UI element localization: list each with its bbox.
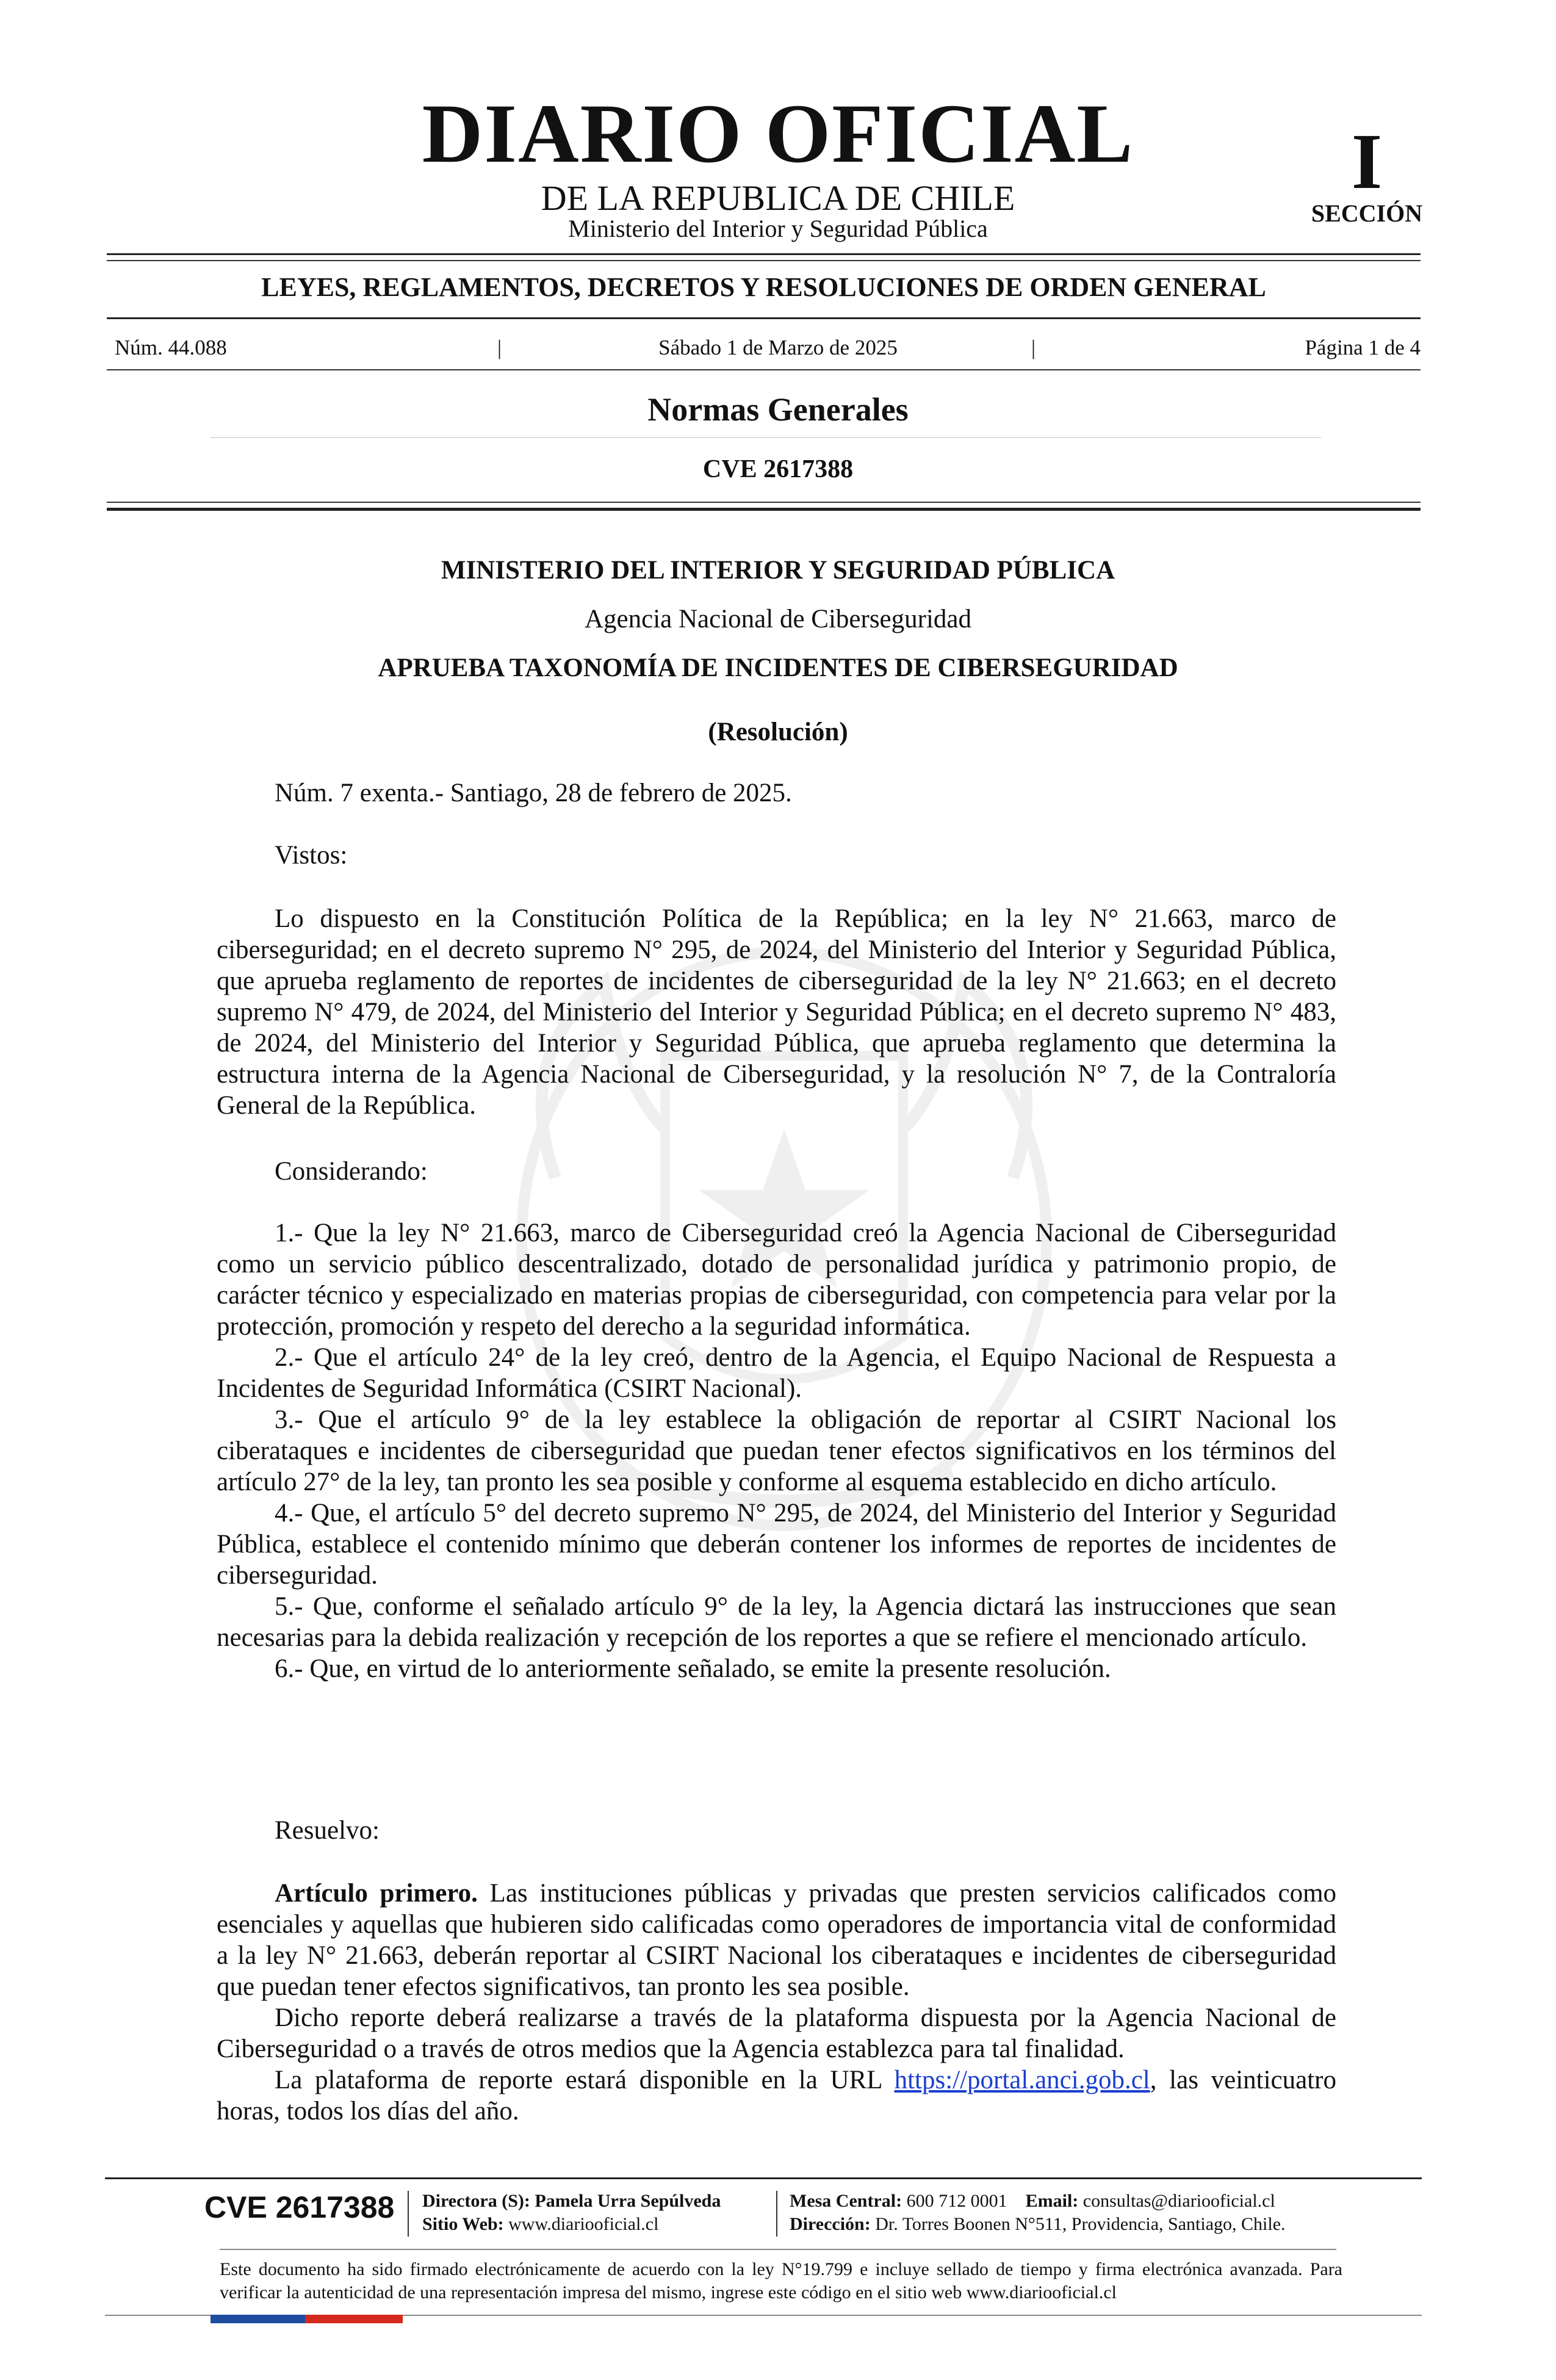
address-value: Dr. Torres Boonen N°511, Providencia, Santiago, Chile.	[875, 2214, 1286, 2234]
articulo-primero	[217, 1878, 1336, 2127]
address-label: Dirección:	[790, 2214, 871, 2234]
resuelvo-label: Resuelvo:	[275, 1816, 380, 1845]
website-value: www.diariooficial.cl	[508, 2214, 659, 2234]
masthead-subtitle: DE LA REPUBLICA DE CHILE	[541, 178, 1015, 218]
considerando-label: Considerando:	[275, 1157, 428, 1186]
category-heading: LEYES, REGLAMENTOS, DECRETOS Y RESOLUCIONES DE ORDEN GENERAL	[261, 272, 1266, 302]
header-separator: |	[497, 336, 502, 359]
articulo-text: Las instituciones públicas y privadas que presten servicios calificados como esenciales y aquellas que hubieren sido calificadas como operadores de importancia vital de conformidad a la ley N° 21.663, deberán reportar al CSIRT Nacional los ciberataques e incidentes de ciberseguridad que puedan tener efectos significativos, tan pronto les sea posible.	[217, 1879, 1337, 2001]
reporte-paragraph: Dicho reporte deberá realizarse a través de la plataforma dispuesta por la Agencia Nacional de Ciberseguridad o a través de otros medios que la Agencia establezca para tal finalidad.	[217, 2003, 1336, 2063]
phone-value: 600 712 0001	[906, 2191, 1007, 2211]
issue-number: Núm. 44.088	[115, 336, 227, 359]
masthead-ministry: Ministerio del Interior y Seguridad Pública	[568, 215, 988, 242]
resolution-number: Núm. 7 exenta.- Santiago, 28 de febrero de 2025.	[275, 779, 792, 807]
considerando-item: 4.- Que, el artículo 5° del decreto supremo N° 295, de 2024, del Ministerio del Interior y Seguridad Pública, establece el contenido mínimo que deberán contener los informes de reportes de incidentes de ciberseguridad.	[217, 1499, 1336, 1590]
articulo-label: Artículo primero.	[275, 1879, 478, 1908]
plataforma-text-after: , las veinticuatro horas, todos los días del año.	[217, 2066, 1336, 2126]
header-rule-bottom	[107, 369, 1421, 370]
footer-cve-code: CVE 2617388	[204, 2190, 395, 2224]
section-label: SECCIÓN	[1311, 200, 1423, 227]
website-label: Sitio Web:	[422, 2214, 504, 2234]
document-ministry: MINISTERIO DEL INTERIOR Y SEGURIDAD PÚBLICA	[441, 556, 1115, 585]
section-number: I	[1351, 118, 1383, 206]
header-rule-mid	[107, 317, 1421, 319]
header-rule-top	[107, 253, 1421, 255]
footer-divider	[408, 2191, 409, 2237]
header-rule-top-2	[107, 260, 1421, 261]
document-title: APRUEBA TAXONOMÍA DE INCIDENTES DE CIBERSEGURIDAD	[378, 654, 1178, 682]
plataforma-text: La plataforma de reporte estará disponible en la URL	[275, 2066, 882, 2094]
section-title: Normas Generales	[647, 391, 909, 428]
footer-rule-top	[105, 2177, 1422, 2179]
signature-note: Este documento ha sido firmado electrónicamente de acuerdo con la ley N°19.799 e incluye sellado de tiempo y firma electrónica avanzada. Para verificar la autenticidad de una representación impresa del mismo, ingrese este código en el sitio web www.diariooficial.cl	[220, 2259, 1342, 2302]
considerandos-list	[217, 1217, 1336, 1684]
page-indicator: Página 1 de 4	[1305, 336, 1421, 359]
footer-rule-mid	[220, 2249, 1336, 2250]
considerando-item: 2.- Que el artículo 24° de la ley creó, dentro de la Agencia, el Equipo Nacional de Respuesta a Incidentes de Seguridad Informática (CSIRT Nacional).	[217, 1343, 1336, 1403]
flag-stripe-red	[305, 2315, 403, 2323]
document-agency: Agencia Nacional de Ciberseguridad	[585, 605, 971, 633]
email-value: consultas@diariooficial.cl	[1082, 2191, 1275, 2211]
document-type: (Resolución)	[708, 718, 848, 746]
cve-rule-2	[107, 508, 1421, 511]
issue-date: Sábado 1 de Marzo de 2025	[658, 336, 898, 359]
director-label: Directora (S):	[422, 2191, 530, 2211]
footer-contact-left	[422, 2190, 721, 2236]
footer-contact-right	[790, 2190, 1286, 2236]
footer-divider	[776, 2191, 777, 2237]
plataforma-paragraph	[217, 2064, 1336, 2127]
cve-rule-1	[107, 502, 1421, 503]
flag-stripe-blue	[211, 2315, 305, 2323]
considerando-item: 6.- Que, en virtud de lo anteriormente señalado, se emite la presente resolución.	[275, 1654, 1111, 1683]
considerando-item: 1.- Que la ley N° 21.663, marco de Ciberseguridad creó la Agencia Nacional de Ciberseguridad como un servicio público descentralizado, dotado de personalidad jurídica y patrimonio propio, de carácter técnico y especializado en materias propias de ciberseguridad, con competencia para velar por la protección, promoción y respeto del derecho a la seguridad informática.	[217, 1219, 1336, 1341]
considerando-item: 5.- Que, conforme el señalado artículo 9° de la ley, la Agencia dictará las instrucciones que sean necesarias para la debida realización y recepción de los reportes a que se refiere el mencionado artículo.	[217, 1592, 1336, 1652]
vistos-text: Lo dispuesto en la Constitución Política de la República; en la ley N° 21.663, marco de ciberseguridad; en el decreto supremo N° 295, de 2024, del Ministerio del Interior y Seguridad Pública, que aprueba reglamento de reportes de incidentes de ciberseguridad de la ley N° 21.663; en el decreto supremo N° 479, de 2024, del Ministerio del Interior y Seguridad Pública; en el decreto supremo N° 483, de 2024, del Ministerio del Interior y Seguridad Pública, que aprueba reglamento que determina la estructura interna de la Agencia Nacional de Ciberseguridad, y la resolución N° 7, de la Contraloría General de la República.	[217, 904, 1336, 1120]
considerando-item: 3.- Que el artículo 9° de la ley establece la obligación de reportar al CSIRT Nacional los ciberataques e incidentes de ciberseguridad que puedan tener efectos significativos en los términos del artículo 27° de la ley, tan pronto les sea posible y conforme al esquema establecido en dicho artículo.	[217, 1405, 1336, 1496]
section-divider	[211, 437, 1321, 438]
vistos-paragraph	[217, 903, 1336, 1121]
director-name: Pamela Urra Sepúlveda	[535, 2191, 721, 2211]
email-label: Email:	[1025, 2191, 1079, 2211]
header-separator: |	[1031, 336, 1036, 359]
articulo-paragraph	[217, 1878, 1336, 2002]
portal-link[interactable]: https://portal.anci.gob.cl	[894, 2066, 1150, 2094]
cve-code: CVE 2617388	[702, 455, 854, 483]
vistos-label: Vistos:	[275, 841, 348, 870]
phone-label: Mesa Central:	[790, 2191, 902, 2211]
masthead-title: DIARIO OFICIAL	[422, 87, 1134, 180]
